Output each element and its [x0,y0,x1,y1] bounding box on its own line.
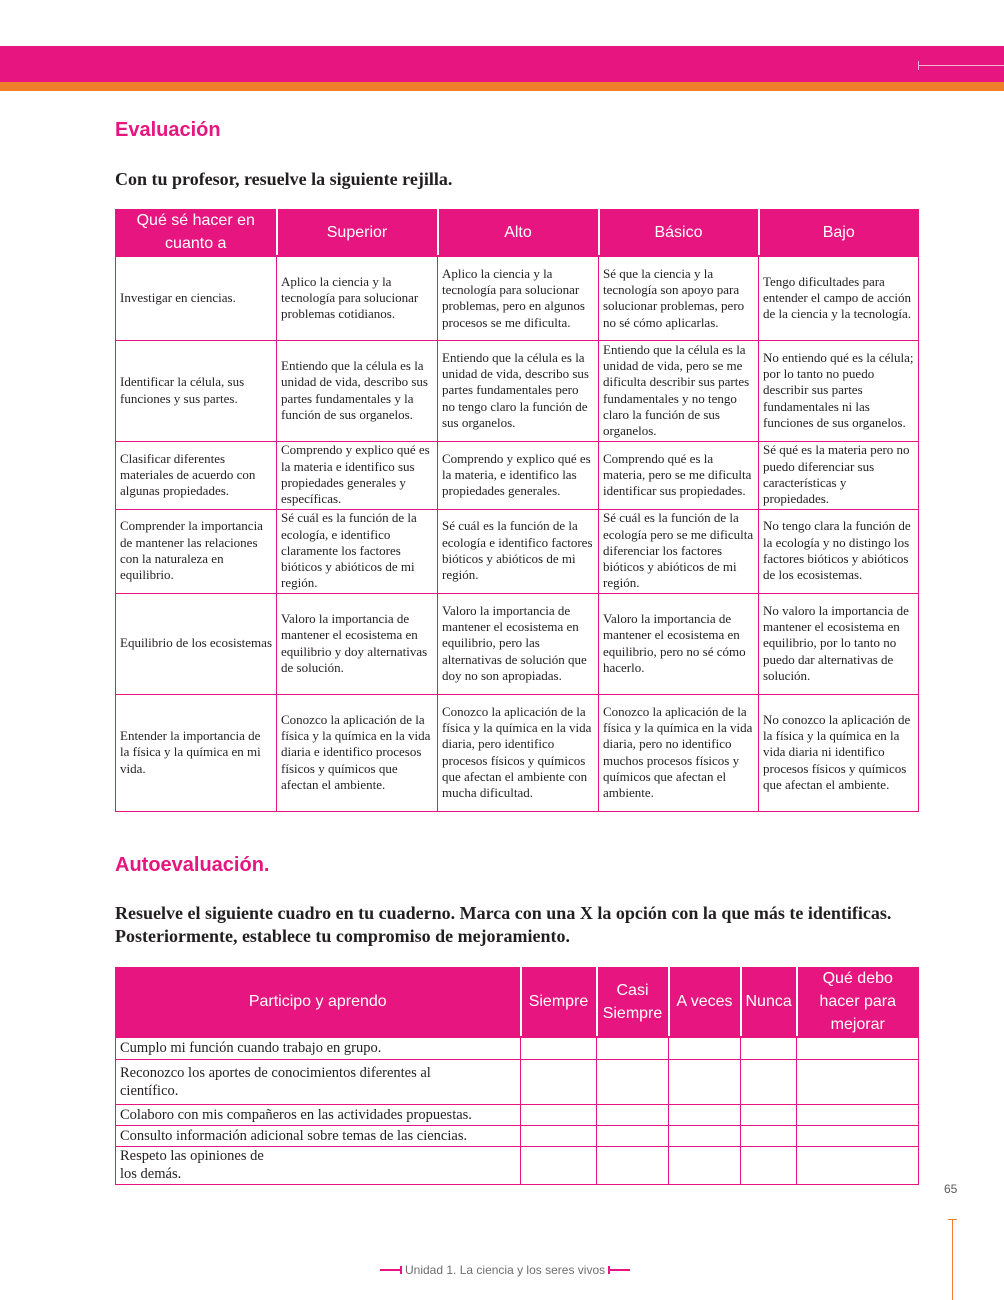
footer-unit-label [380,1261,654,1279]
self-evaluation-title: Autoevaluación. [115,854,270,876]
side-ornament-line [952,1220,953,1300]
self-mark-cell [741,1146,797,1184]
table-row [116,593,919,694]
rubric-skill-cell: Equilibrio de los ecosistemas [116,593,277,694]
rubric-header-superior: Superior [277,208,438,256]
self-mark-cell [669,1104,741,1125]
table-row [116,509,919,593]
self-header-mejorar: Qué debo hacer para mejorar [797,966,919,1037]
rubric-superior-cell: Sé cuál es la función de la ecología, e identifico claramente los factores bióticos y abióticos de mi región. [277,509,438,593]
rubric-skill-cell: Identificar la célula, sus funciones y sus partes. [116,340,277,441]
self-statement-cell: Respeto las opiniones de los demás. [116,1146,521,1184]
self-statement-cell: Cumplo mi función cuando trabajo en grupo. [116,1037,521,1059]
rubric-bajo-cell: No conozco la aplicación de la física y la química en la vida diaria ni identifico procesos físicos y químicos que afectan el ambiente. [759,694,919,811]
self-mark-cell [521,1104,597,1125]
self-improve-cell [797,1037,919,1059]
rubric-alto-cell: Comprendo y explico qué es la materia, e identifico las propiedades generales. [438,441,599,509]
rubric-bajo-cell: Tengo dificultades para entender el campo de acción de la ciencia y la tecnología. [759,256,919,340]
rubric-alto-cell: Aplico la ciencia y la tecnología para solucionar problemas, pero en algunos procesos se me dificulta. [438,256,599,340]
rubric-skill-cell: Clasificar diferentes materiales de acuerdo con algunas propiedades. [116,441,277,509]
rubric-superior-cell: Conozco la aplicación de la física y la química en la vida diaria e identifico procesos físicos y químicos que afectan el ambiente. [277,694,438,811]
header-ornament-line [918,65,1004,66]
rubric-superior-cell: Aplico la ciencia y la tecnología para solucionar problemas cotidianos. [277,256,438,340]
self-mark-cell [741,1059,797,1104]
self-mark-cell [741,1125,797,1146]
self-improve-cell [797,1059,919,1104]
rubric-basico-cell: Entiendo que la célula es la unidad de vida, pero se me dificulta describir sus partes fundamentales y no tengo claro la función de sus organelos. [599,340,759,441]
self-header-participo: Participo y aprendo [116,966,521,1037]
self-improve-cell [797,1104,919,1125]
self-improve-cell [797,1146,919,1184]
page-number: 65 [944,1182,958,1196]
self-mark-cell [741,1037,797,1059]
rubric-basico-cell: Sé que la ciencia y la tecnología son apoyo para solucionar problemas, pero no sé cómo aplicarlas. [599,256,759,340]
self-header-nunca: Nunca [741,966,797,1037]
footer-ornament-left [380,1269,402,1271]
table-row [116,1125,919,1146]
table-row [116,1104,919,1125]
self-mark-cell [521,1037,597,1059]
header-ornament-tick [918,61,919,70]
self-mark-cell [669,1037,741,1059]
rubric-basico-cell: Comprendo qué es la materia, pero se me dificulta identificar sus propiedades. [599,441,759,509]
table-row [116,340,919,441]
rubric-header-row [116,208,919,256]
footer-text [402,1263,608,1277]
evaluation-rubric-table [115,207,919,812]
table-row [116,694,919,811]
self-statement-cell: Consulto información adicional sobre temas de las ciencias. [116,1125,521,1146]
self-mark-cell [597,1104,669,1125]
table-row [116,1037,919,1059]
rubric-superior-cell: Comprendo y explico qué es la materia e identifico sus propiedades generales y específicas. [277,441,438,509]
rubric-header-bajo: Bajo [759,208,919,256]
self-mark-cell [669,1146,741,1184]
footer-unit: Unidad 1. [405,1263,457,1277]
rubric-skill-cell: Investigar en ciencias. [116,256,277,340]
footer-ornament-right [608,1269,630,1271]
table-row [116,1146,919,1184]
rubric-alto-cell: Sé cuál es la función de la ecología e identifico factores bióticos y abióticos de mi región. [438,509,599,593]
rubric-header-skill: Qué sé hacer en cuanto a [116,208,277,256]
evaluation-title: Evaluación [115,119,221,141]
self-mark-cell [597,1125,669,1146]
rubric-header-basico: Básico [599,208,759,256]
self-mark-cell [521,1125,597,1146]
self-mark-cell [597,1037,669,1059]
table-row [116,441,919,509]
header-stripe [0,82,1004,91]
self-mark-cell [521,1059,597,1104]
self-header-row [116,966,919,1037]
self-mark-cell [597,1059,669,1104]
table-row [116,1059,919,1104]
rubric-bajo-cell: No tengo clara la función de la ecología y no distingo los factores bióticos y abióticos de los ecosistemas. [759,509,919,593]
self-evaluation-table [115,965,919,1185]
rubric-bajo-cell: No entiendo qué es la célula; por lo tanto no puedo describir sus partes fundamentales ni las funciones de sus organelos. [759,340,919,441]
self-mark-cell [597,1146,669,1184]
rubric-alto-cell: Conozco la aplicación de la física y la química en la vida diaria, pero identifico procesos físicos y químicos que afectan el ambiente con mucha dificultad. [438,694,599,811]
header-band [0,46,1004,82]
rubric-skill-cell: Entender la importancia de la física y la química en mi vida. [116,694,277,811]
self-improve-cell [797,1125,919,1146]
rubric-alto-cell: Entiendo que la célula es la unidad de vida, describo sus partes fundamentales pero no tengo claro la función de sus organelos. [438,340,599,441]
self-statement-cell: Reconozco los aportes de conocimientos diferentes al científico. [116,1059,521,1104]
self-evaluation-instruction: Resuelve el siguiente cuadro en tu cuaderno. Marca con una X la opción con la que más te identificas. Posteriormente, establece tu compromiso de mejoramiento. [115,903,892,946]
rubric-alto-cell: Valoro la importancia de mantener el ecosistema en equilibrio, pero las alternativas de solución que doy no son apropiadas. [438,593,599,694]
self-header-siempre: Siempre [521,966,597,1037]
rubric-basico-cell: Conozco la aplicación de la física y la química en la vida diaria, pero no identifico muchos procesos físicos y químicos que afectan el ambiente. [599,694,759,811]
rubric-basico-cell: Valoro la importancia de mantener el ecosistema en equilibrio, pero no sé cómo hacerlo. [599,593,759,694]
self-header-a-veces: A veces [669,966,741,1037]
self-header-casi-siempre: Casi Siempre [597,966,669,1037]
self-mark-cell [669,1125,741,1146]
self-statement-cell: Colaboro con mis compañeros en las actividades propuestas. [116,1104,521,1125]
rubric-skill-cell: Comprender la importancia de mantener las relaciones con la naturaleza en equilibrio. [116,509,277,593]
table-row [116,256,919,340]
rubric-superior-cell: Entiendo que la célula es la unidad de vida, describo sus partes fundamentales y la función de sus organelos. [277,340,438,441]
self-mark-cell [521,1146,597,1184]
rubric-superior-cell: Valoro la importancia de mantener el ecosistema en equilibrio y doy alternativas de solución. [277,593,438,694]
self-mark-cell [741,1104,797,1125]
self-mark-cell [669,1059,741,1104]
evaluation-instruction: Con tu profesor, resuelve la siguiente rejilla. [115,169,453,189]
rubric-header-alto: Alto [438,208,599,256]
rubric-bajo-cell: No valoro la importancia de mantener el ecosistema en equilibrio, por lo tanto no puedo dar alternativas de solución. [759,593,919,694]
footer-unit-title: La ciencia y los seres vivos [459,1263,606,1277]
rubric-bajo-cell: Sé qué es la materia pero no puedo diferenciar sus características y propiedades. [759,441,919,509]
rubric-basico-cell: Sé cuál es la función de la ecología pero se me dificulta diferenciar los factores bióticos y abióticos de mi región. [599,509,759,593]
